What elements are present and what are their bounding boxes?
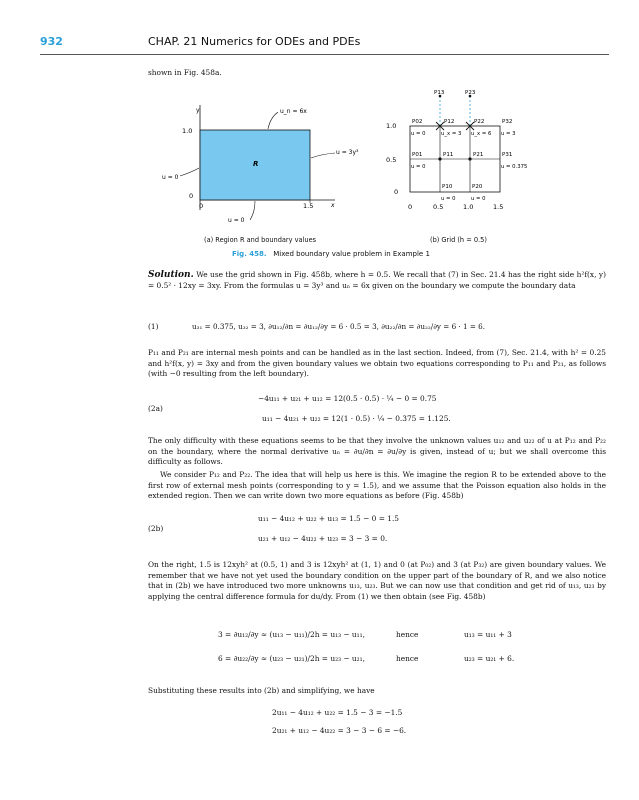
point-p21 [468,157,471,160]
eq1: u₃₁ = 0.375, u₃₂ = 3, ∂u₁₂/∂n = ∂u₁₂/∂y = 6 · 0.5 = 3, ∂u₂₂/∂n = ∂u₂₂/∂y = 6 · 1 = 6. [192,322,486,331]
eq4-line1: 2u₁₁ − 4u₁₂ + u₂₂ = 1.5 − 3 = −1.5 [272,708,403,717]
x-label-10: 1.0 [463,203,474,211]
x-axis-label: x [331,202,335,209]
label-p31: P31 [502,152,513,158]
bv-u0-bot2: u = 0 [471,196,486,202]
chapter-title: CHAP. 21 Numerics for ODEs and PDEs [148,35,361,48]
bottom-pointer [250,201,255,220]
paragraph-5: On the right, 1.5 is 12xyh² at (0.5, 1) and 3 is 12xyh² at (1, 1) and 0 (at P₀₂) and 3 (at P₃₂) are given boundary values. We remember that we have not yet used the boundary condition on the upper part of the boundary of R, and we also notice that in (2b) we have introduced two more unknowns u₁₃, u₂₃. But we can now use that condition and get rid of u₁₃, u₂₃ by applying the central difference formula for du/dy. From (1) we then obtain (see Fig. 458b) [148,560,606,601]
solution-text: We use the grid shown in Fig. 458b, where h = 0.5. We recall that (7) in Sec. 21.4 has the right side h²f(x, y) = 0.5² · 12xy = 3xy. From the formulas u = 3y³ and uₙ = 6x given on the boundary we compute the boundary data [148,270,606,290]
page-number: 932 [40,35,63,48]
label-p12: P12 [444,119,455,125]
eq3-line2-result: u₂₃ = u₂₁ + 6. [464,654,515,663]
subcaption-a: (a) Region R and boundary values [204,236,317,244]
paragraph-2: P₁₁ and P₂₁ are internal mesh points and can be handled as in the last section. Indeed, from (7), Sec. 21.4, with h² = 0.25 and h²f(x, y) = 3xy and from the given boundary values we obtain two equations corresponding to P₁₁ and P₂₁, as follows (with −0 resulting from the left boundary). [148,348,606,379]
paragraph-6: Substituting these results into (2b) and simplifying, we have [148,686,375,695]
label-p01: P01 [412,152,423,158]
caption-label: Fig. 458. [232,250,267,258]
paragraph-4: We consider P₁₂ and P₂₂. The idea that will help us here is this. We imagine the region R to be extended above to the first row of external mesh points (corresponding to y = 1.5), and we assume that the Poisson equation also holds in the extended region. Then we can write down two more equations as before (Fig. 458b) [148,470,606,501]
y-label-0: 0 [394,188,399,196]
x-label-15: 1.5 [493,203,504,211]
eq3-line1: 3 = ∂u₁₂/∂y ≈ (u₁₃ − u₁₁)/2h = u₁₃ − u₁₁, [218,630,365,639]
paragraph-3: The only difficulty with these equations seems to be that they involve the unknown values u₁₂ and u₂₂ of u at P₁₂ and P₂₂ on the boundary, where the normal derivative uₙ = ∂u/∂n = ∂u/∂y is given, instead of u; but we shall overcome this difficulty as follows. [148,436,606,467]
bv-u0-bot1: u = 0 [441,196,456,202]
bv-u0-mid: u = 0 [411,164,426,170]
eq2b-line1: u₁₁ − 4u₁₂ + u₂₂ + u₁₃ = 1.5 − 0 = 1.5 [258,514,399,523]
top-pointer [268,112,278,129]
label-p23: P23 [465,90,476,96]
label-p02: P02 [412,119,423,125]
intro-text: shown in Fig. 458a. [148,68,222,77]
label-p32: P32 [502,119,513,125]
subcaption-b: (b) Grid (h = 0.5) [430,236,487,244]
bv-u3: u = 3 [501,131,516,137]
bv-ux3: u_x = 3 [441,131,462,137]
solution-paragraph [148,270,606,291]
y-tick-label: 1.0 [182,127,193,135]
right-boundary-label: u = 3y³ [336,149,359,156]
eq2a-line2: u₁₁ − 4u₂₁ + u₂₂ = 12(1 · 0.5) · ¼ − 0.375 = 1.125. [262,414,451,423]
label-p10: P10 [442,184,453,190]
x-label-05: 0.5 [433,203,444,211]
eq3-line2: 6 = ∂u₂₂/∂y ≈ (u₂₃ − u₂₁)/2h = u₂₃ − u₂₁, [218,654,365,663]
header-rule [40,54,609,55]
y-label-05: 0.5 [386,156,397,164]
eq2b-line2: u₂₁ + u₁₂ − 4u₂₂ + u₂₃ = 3 − 3 = 0. [258,534,388,543]
figure-b-grid [370,88,530,218]
label-p21: P21 [473,152,484,158]
label-p11: P11 [443,152,454,158]
solution-heading: Solution. [148,270,194,280]
bottom-boundary-label: u = 0 [228,217,245,224]
left-pointer [180,168,199,176]
eq2a-number: (2a) [148,404,163,413]
top-boundary-label: u_n = 6x [280,108,307,115]
bv-u0-top: u = 0 [411,131,426,137]
eq1-number: (1) [148,322,159,331]
figure-a [160,100,360,230]
eq2a-line1: −4u₁₁ + u₂₁ + u₁₂ = 12(0.5 · 0.5) · ¼ − 0 = 0.75 [258,394,437,403]
x-tick-0-label: 0 [199,202,204,210]
eq3-line2-hence: hence [396,654,419,663]
y-axis-label: y [196,107,200,114]
figure-caption [232,250,430,258]
caption-text: Mixed boundary value problem in Example 1 [273,250,430,258]
bv-u0375: u = 0.375 [501,164,528,170]
left-boundary-label: u = 0 [162,174,179,181]
label-p22: P22 [474,119,485,125]
label-p20: P20 [472,184,483,190]
x-tick-label: 1.5 [303,202,314,210]
eq4-line2: 2u₂₁ + u₁₂ − 4u₂₂ = 3 − 3 − 6 = −6. [272,726,407,735]
eq3-line1-result: u₁₃ = u₁₁ + 3 [464,630,512,639]
point-p11 [438,157,441,160]
eq2b-number: (2b) [148,524,164,533]
right-pointer [311,153,335,158]
label-p13: P13 [434,90,445,96]
eq3-line1-hence: hence [396,630,419,639]
x-label-0: 0 [408,203,413,211]
y-label-10: 1.0 [386,122,397,130]
page-header [0,32,639,60]
origin-label: 0 [189,192,194,200]
bv-ux6: u_x = 6 [471,131,492,137]
region-label: R [253,160,259,168]
